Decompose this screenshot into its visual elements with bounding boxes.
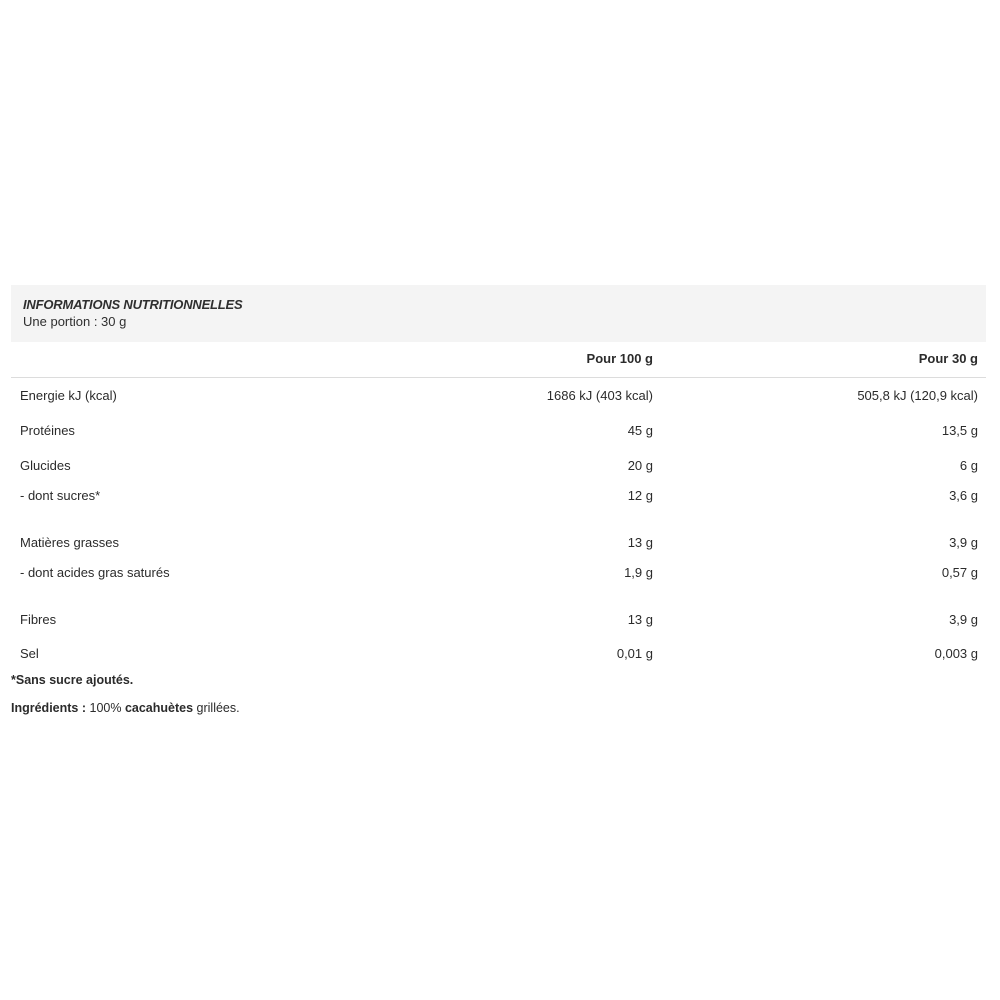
table-row — [11, 388, 986, 406]
portion-size: Une portion : 30 g — [23, 314, 127, 329]
value-per-100g: 20 g — [627, 458, 653, 473]
value-per-100g: 45 g — [627, 423, 653, 438]
value-per-portion: 0,003 g — [934, 646, 978, 661]
nutrient-label: Protéines — [20, 423, 75, 438]
nutrient-label: Energie kJ (kcal) — [20, 388, 117, 403]
nutrient-label: Matières grasses — [20, 535, 119, 550]
value-per-100g: 1,9 g — [624, 565, 653, 580]
value-per-portion: 3,9 g — [949, 612, 978, 627]
nutrition-panel — [11, 285, 986, 378]
nutrition-header — [11, 285, 986, 342]
sugar-footnote: *Sans sucre ajoutés. — [11, 673, 134, 687]
table-header — [11, 342, 986, 378]
value-per-portion: 0,57 g — [941, 565, 978, 580]
nutrient-label: - dont acides gras saturés — [20, 565, 170, 580]
nutrition-title: INFORMATIONS NUTRITIONNELLES — [23, 297, 243, 312]
table-row — [11, 535, 986, 553]
nutrient-label: Fibres — [20, 612, 57, 627]
ingredients-highlight: cacahuètes — [124, 701, 194, 715]
value-per-100g: 13 g — [627, 535, 653, 550]
nutrient-label: Glucides — [20, 458, 71, 473]
ingredients-text-end: grillées. — [193, 701, 240, 715]
value-per-100g: 13 g — [627, 612, 653, 627]
nutrient-label: Sel — [20, 646, 39, 661]
table-row — [11, 646, 986, 664]
value-per-100g: 12 g — [627, 488, 653, 503]
column-header-per-portion: Pour 30 g — [918, 351, 978, 366]
value-per-portion: 505,8 kJ (120,9 kcal) — [857, 388, 978, 403]
nutrient-label: - dont sucres* — [20, 488, 101, 503]
table-row — [11, 458, 986, 476]
value-per-100g: 1686 kJ (403 kcal) — [546, 388, 653, 403]
ingredients-text: 100% — [86, 701, 125, 715]
value-per-portion: 13,5 g — [941, 423, 978, 438]
value-per-100g: 0,01 g — [616, 646, 653, 661]
table-row — [11, 488, 986, 506]
column-header-per-100g: Pour 100 g — [586, 351, 653, 366]
table-row — [11, 612, 986, 630]
value-per-portion: 3,9 g — [949, 535, 978, 550]
table-row — [11, 423, 986, 441]
value-per-portion: 3,6 g — [949, 488, 978, 503]
ingredients-line — [11, 701, 240, 715]
table-row — [11, 565, 986, 583]
value-per-portion: 6 g — [959, 458, 978, 473]
ingredients-label: Ingrédients : — [11, 701, 87, 715]
